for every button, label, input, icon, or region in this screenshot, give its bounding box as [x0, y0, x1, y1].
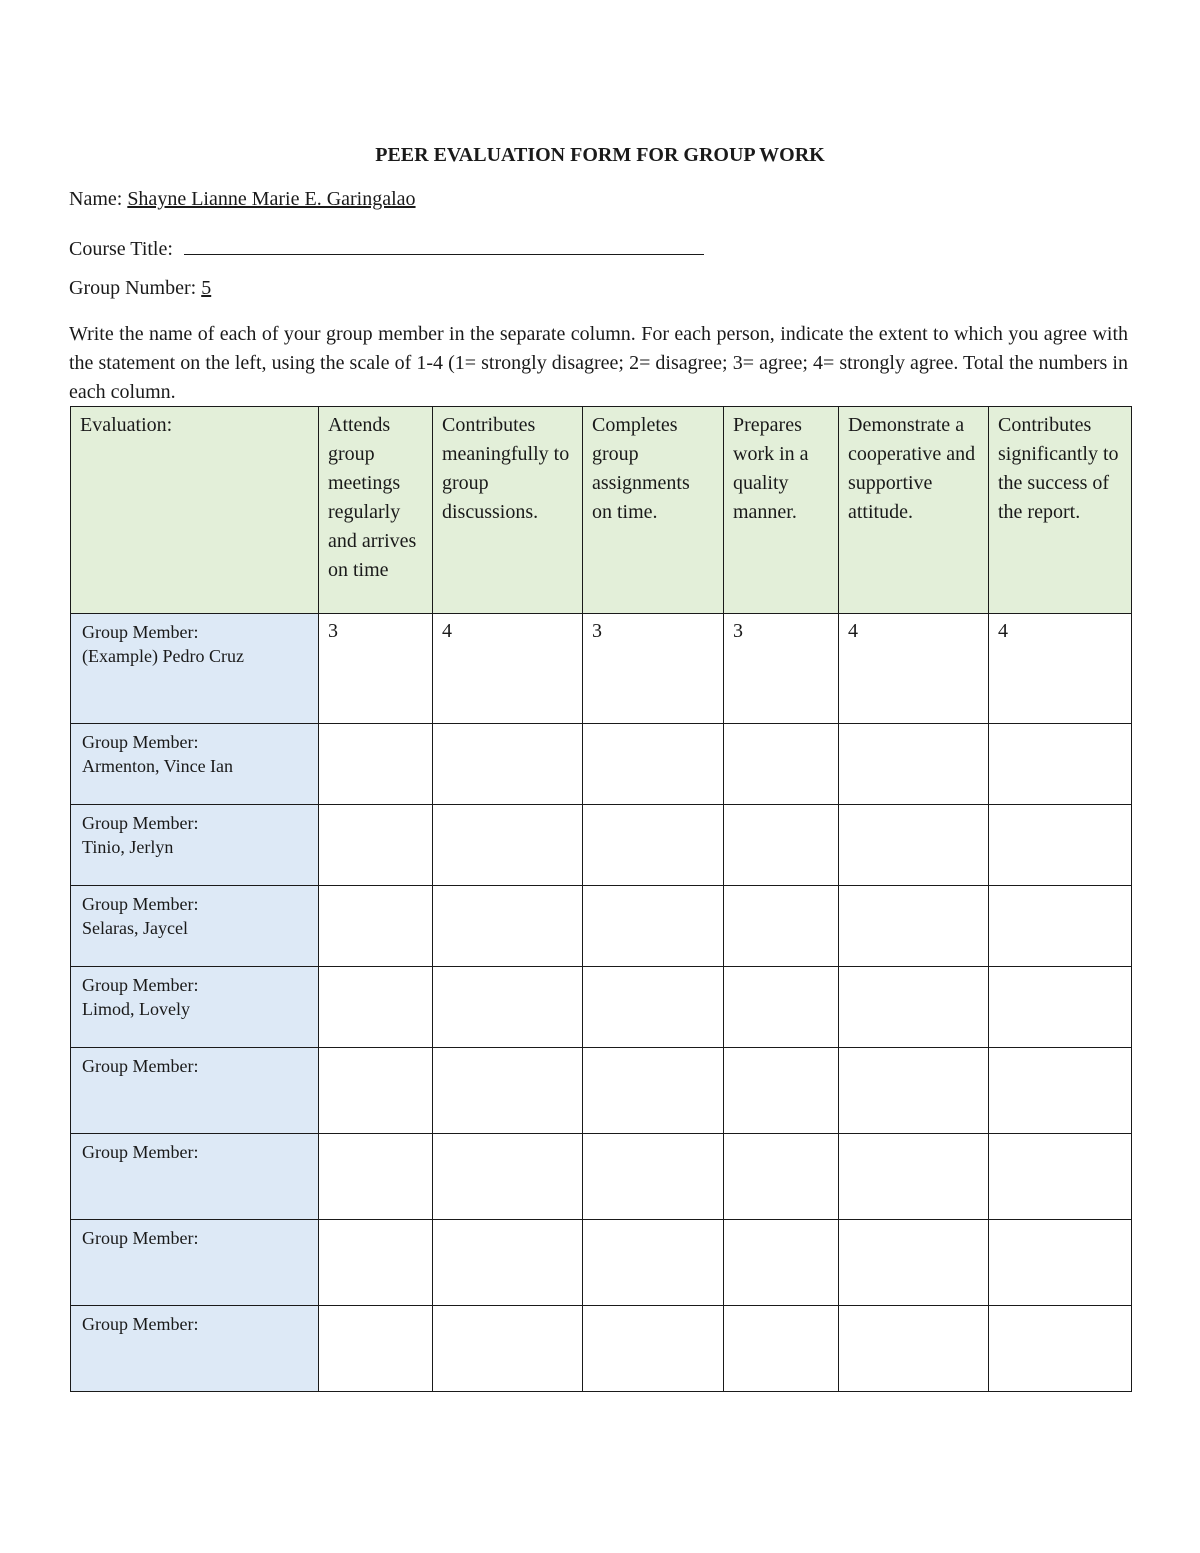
score-cell[interactable]: [839, 886, 989, 967]
group-number-value[interactable]: 5: [201, 277, 212, 299]
member-label: Group Member:: [82, 975, 199, 995]
score-cell[interactable]: [319, 1134, 433, 1220]
score-cell[interactable]: [839, 805, 989, 886]
instructions: Write the name of each of your group member in the separate column. For each person, indicate the extent to which you agree with the statement on the left, using the scale of 1-4 (1= strongly disagree; 2= disagree; 3= agree; 4= strongly agree. Total the numbers in each column.: [69, 323, 1128, 403]
score-cell[interactable]: 4: [839, 614, 989, 724]
header-criterion: Contributes meaningfully to group discussions.: [433, 407, 583, 614]
member-cell: [71, 1048, 319, 1134]
score-cell[interactable]: [433, 1048, 583, 1134]
member-name[interactable]: Tinio, Jerlyn: [82, 837, 174, 857]
member-label: Group Member:: [82, 732, 199, 752]
header-evaluation: Evaluation:: [71, 407, 319, 614]
member-label: Group Member:: [82, 1314, 199, 1334]
score-cell[interactable]: 4: [433, 614, 583, 724]
member-cell: [71, 886, 319, 967]
score-cell[interactable]: [989, 1220, 1132, 1306]
score-cell[interactable]: [989, 805, 1132, 886]
score-cell[interactable]: [319, 886, 433, 967]
member-cell: [71, 805, 319, 886]
score-cell[interactable]: [989, 1134, 1132, 1220]
score-cell[interactable]: [433, 805, 583, 886]
group-number-field: [69, 277, 211, 300]
table-row: [71, 614, 1132, 724]
score-cell[interactable]: [839, 1048, 989, 1134]
score-cell[interactable]: [319, 724, 433, 805]
score-cell[interactable]: [724, 1220, 839, 1306]
member-name[interactable]: Armenton, Vince Ian: [82, 756, 234, 776]
member-name[interactable]: (Example) Pedro Cruz: [82, 646, 244, 666]
member-cell: [71, 1306, 319, 1392]
score-cell[interactable]: [433, 967, 583, 1048]
header-criterion: Contributes significantly to the success of the report.: [989, 407, 1132, 614]
score-cell[interactable]: [839, 1306, 989, 1392]
score-cell[interactable]: [839, 1220, 989, 1306]
member-cell: [71, 614, 319, 724]
score-cell[interactable]: [989, 1048, 1132, 1134]
name-label: Name:: [69, 188, 123, 210]
group-number-label: Group Number:: [69, 277, 197, 299]
course-title-blank[interactable]: [184, 232, 704, 255]
header-criterion: Completes group assignments on time.: [583, 407, 724, 614]
score-cell[interactable]: [724, 805, 839, 886]
name-value[interactable]: Shayne Lianne Marie E. Garingalao: [127, 188, 416, 210]
score-cell[interactable]: [319, 1306, 433, 1392]
member-name[interactable]: Limod, Lovely: [82, 999, 190, 1019]
score-cell[interactable]: [583, 1306, 724, 1392]
score-cell[interactable]: 4: [989, 614, 1132, 724]
score-cell[interactable]: [989, 724, 1132, 805]
course-title-field: [69, 232, 704, 261]
score-cell[interactable]: [724, 724, 839, 805]
member-label: Group Member:: [82, 813, 199, 833]
score-cell[interactable]: [724, 967, 839, 1048]
score-cell[interactable]: [724, 1048, 839, 1134]
score-cell[interactable]: [319, 1220, 433, 1306]
score-cell[interactable]: [433, 886, 583, 967]
member-cell: [71, 1134, 319, 1220]
score-cell[interactable]: [989, 1306, 1132, 1392]
page-title: PEER EVALUATION FORM FOR GROUP WORK: [375, 144, 825, 166]
header-row: [71, 407, 1132, 614]
score-cell[interactable]: [724, 1306, 839, 1392]
table-row: [71, 1048, 1132, 1134]
score-cell[interactable]: [839, 1134, 989, 1220]
score-cell[interactable]: [319, 805, 433, 886]
score-cell[interactable]: [583, 886, 724, 967]
member-label: Group Member:: [82, 894, 199, 914]
table-row: [71, 967, 1132, 1048]
score-cell[interactable]: [989, 886, 1132, 967]
score-cell[interactable]: 3: [724, 614, 839, 724]
table-row: [71, 886, 1132, 967]
score-cell[interactable]: [724, 886, 839, 967]
score-cell[interactable]: [583, 724, 724, 805]
table-row: [71, 1134, 1132, 1220]
score-cell[interactable]: [989, 967, 1132, 1048]
score-cell[interactable]: [583, 805, 724, 886]
table-row: [71, 1306, 1132, 1392]
course-title-label: Course Title:: [69, 238, 173, 260]
member-cell: [71, 724, 319, 805]
score-cell[interactable]: [724, 1134, 839, 1220]
member-cell: [71, 1220, 319, 1306]
score-cell[interactable]: [839, 967, 989, 1048]
evaluation-table: [70, 406, 1132, 1392]
score-cell[interactable]: [433, 1134, 583, 1220]
score-cell[interactable]: [433, 1306, 583, 1392]
member-label: Group Member:: [82, 1228, 199, 1248]
header-criterion: Demonstrate a cooperative and supportive attitude.: [839, 407, 989, 614]
table-row: [71, 724, 1132, 805]
score-cell[interactable]: [319, 967, 433, 1048]
score-cell[interactable]: 3: [319, 614, 433, 724]
score-cell[interactable]: [583, 1134, 724, 1220]
member-label: Group Member:: [82, 1056, 199, 1076]
table-row: [71, 1220, 1132, 1306]
member-label: Group Member:: [82, 622, 199, 642]
score-cell[interactable]: [319, 1048, 433, 1134]
score-cell[interactable]: 3: [583, 614, 724, 724]
score-cell[interactable]: [583, 1048, 724, 1134]
member-cell: [71, 967, 319, 1048]
table-row: [71, 805, 1132, 886]
header-criterion: Attends group meetings regularly and arrives on time: [319, 407, 433, 614]
score-cell[interactable]: [839, 724, 989, 805]
name-field: [69, 188, 416, 211]
score-cell[interactable]: [583, 1220, 724, 1306]
score-cell[interactable]: [583, 967, 724, 1048]
score-cell[interactable]: [433, 1220, 583, 1306]
member-name[interactable]: Selaras, Jaycel: [82, 918, 188, 938]
header-criterion: Prepares work in a quality manner.: [724, 407, 839, 614]
member-label: Group Member:: [82, 1142, 199, 1162]
score-cell[interactable]: [433, 724, 583, 805]
